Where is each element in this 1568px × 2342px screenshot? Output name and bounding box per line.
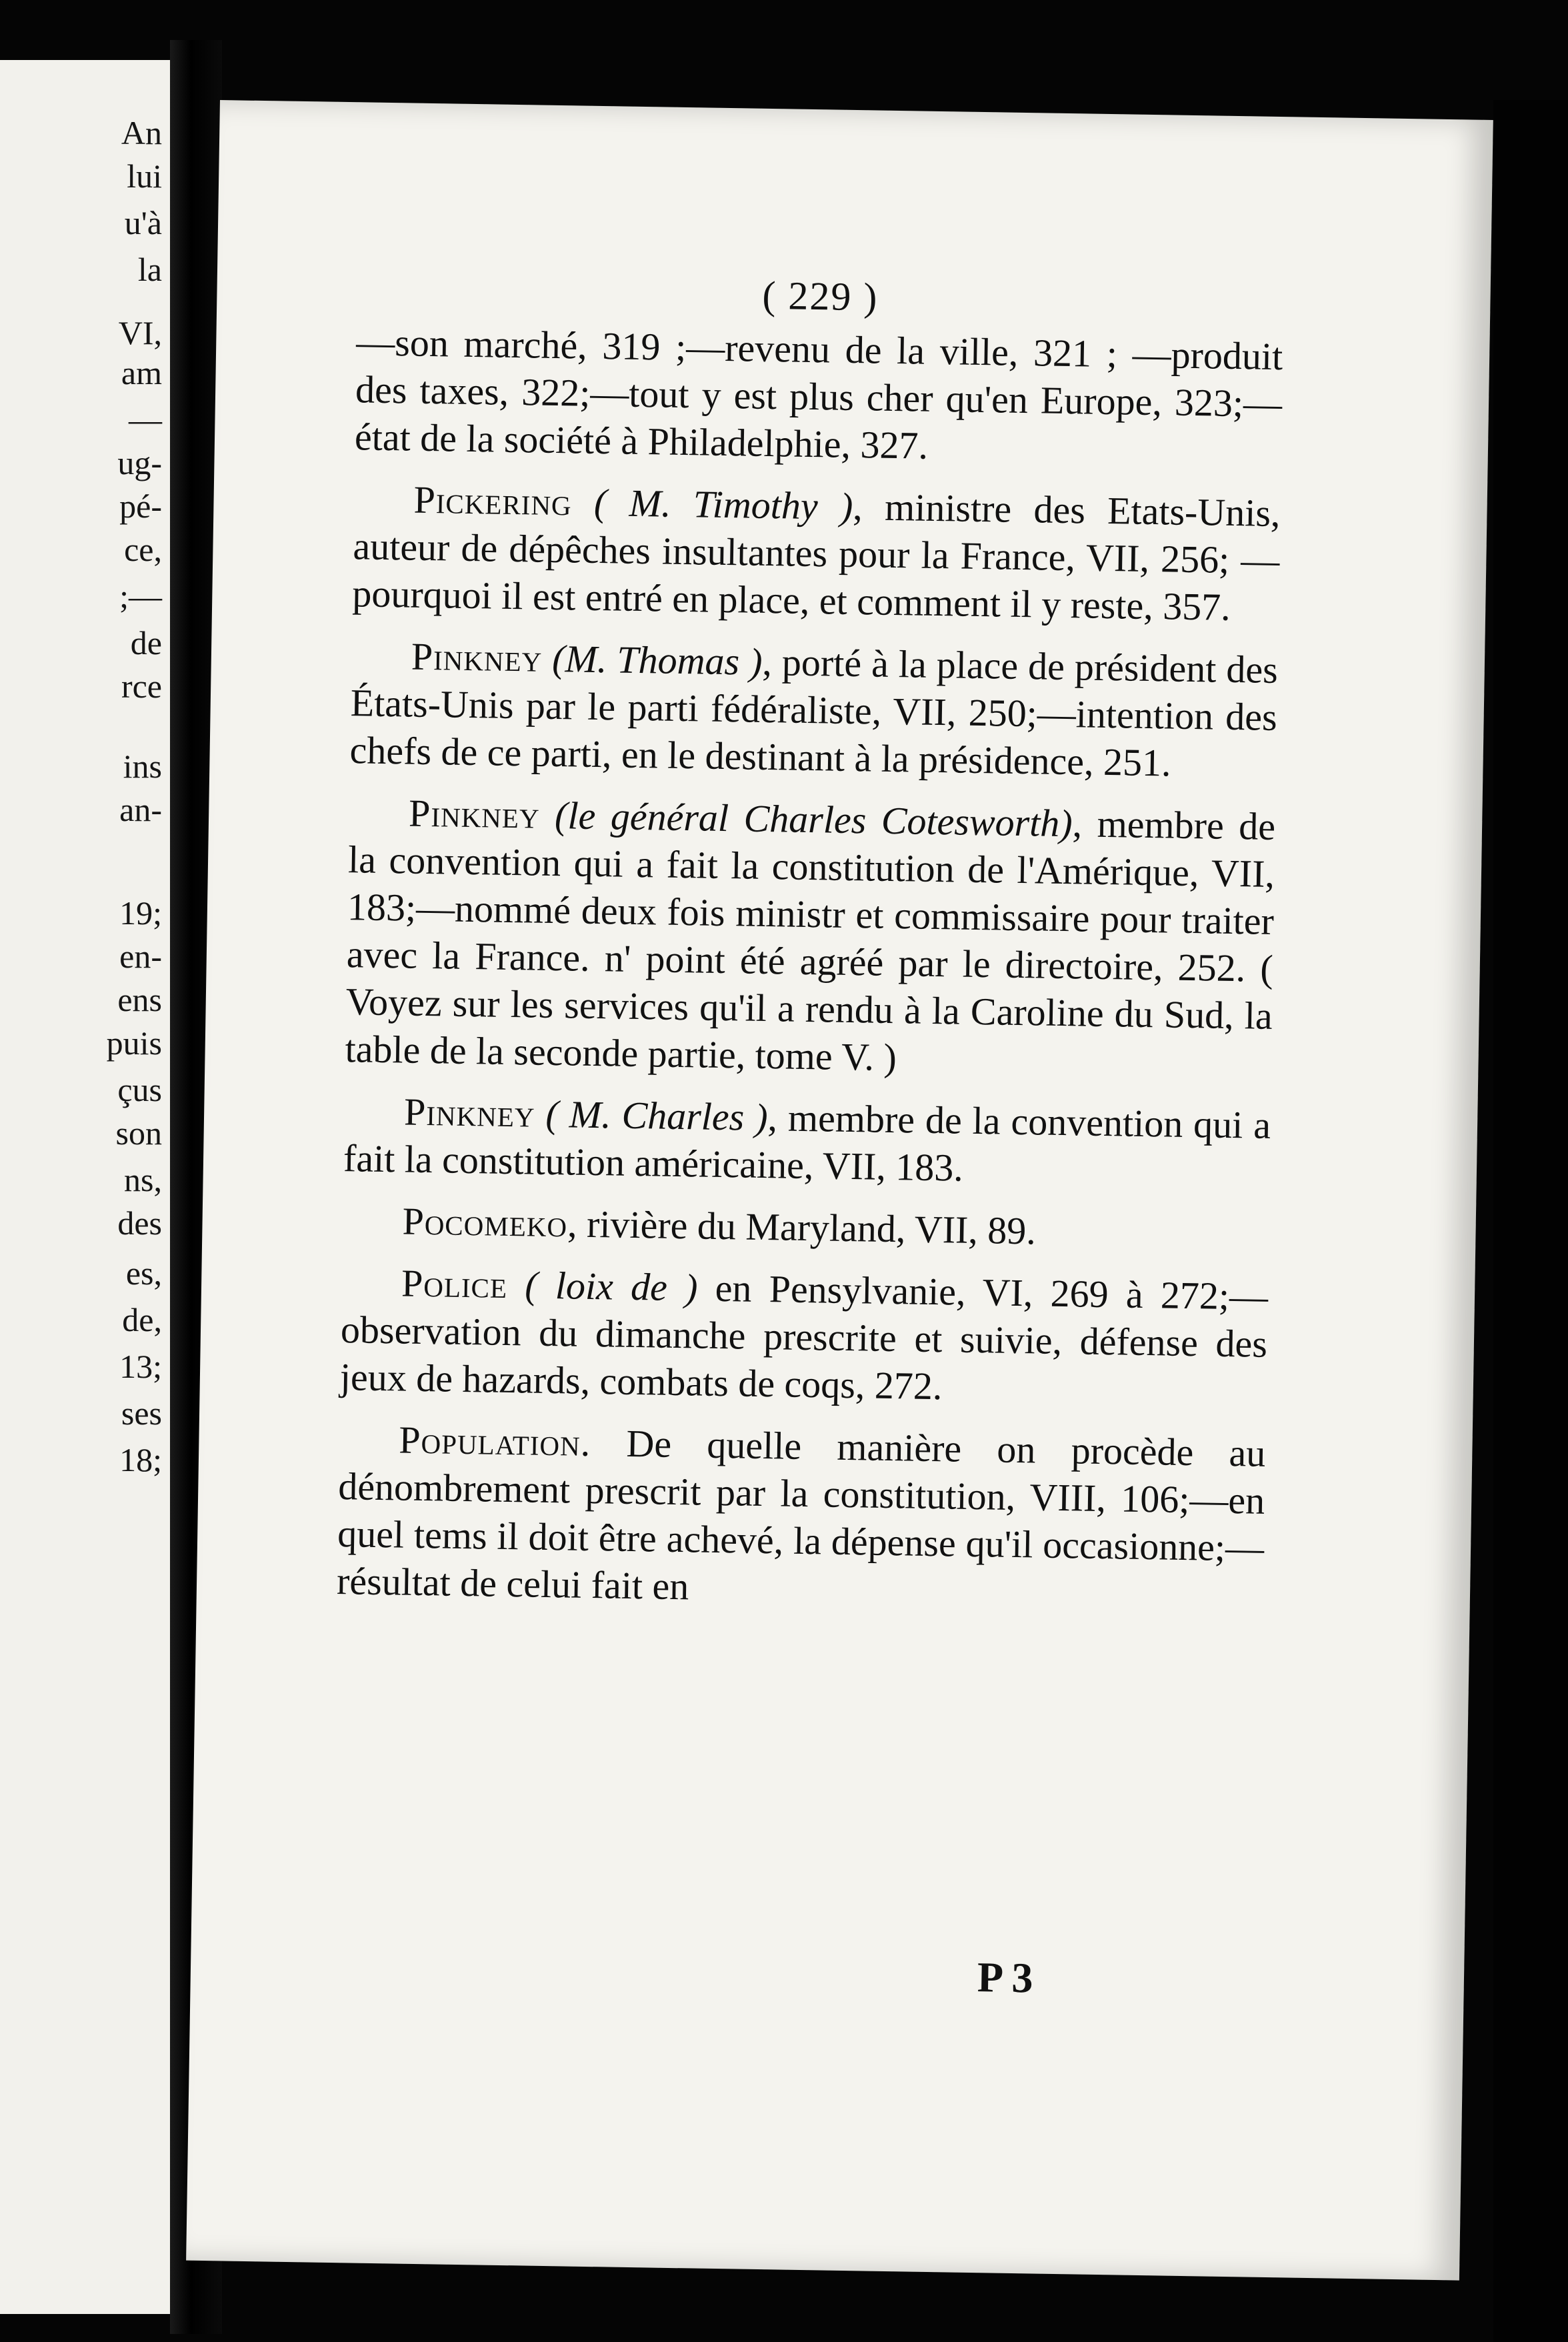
facing-page-line-end: es, (125, 1254, 162, 1292)
facing-page-line-end: rce (121, 668, 162, 705)
entry-qualifier: (M. Thomas ) (551, 636, 763, 684)
facing-page-line-end: ce, (124, 531, 162, 568)
index-entry (342, 1196, 1269, 1258)
facing-page-line-end: des (117, 1204, 162, 1242)
entry-heading: Pocomeko (402, 1199, 568, 1246)
facing-page-line-end: ug- (117, 444, 162, 481)
facing-page-line-end: de (130, 624, 162, 662)
index-entry (337, 1415, 1266, 1619)
index-entry (349, 632, 1278, 788)
entry-text: , rivière du Maryland, VII, 89. (567, 1202, 1037, 1253)
page-text (336, 265, 1284, 1634)
book-page (186, 100, 1493, 2281)
facing-page-line-end: ses (121, 1394, 162, 1432)
facing-page-line-end: pé- (119, 487, 162, 525)
facing-page-line-end: ins (123, 748, 162, 785)
facing-page-line-end: 13; (119, 1348, 162, 1385)
entry-text: , membre de la convention qui a fait la constitution américaine, VII, 183. (343, 1096, 1271, 1190)
entry-text: , membre de la convention qui a fait la constitution de l'Amérique, VII, 183;—nommé deux fois ministr et commissaire pour traiter avec la France. n' point été agréé par le directoire, 252. ( Voyez sur les services qu'il a rendu à la Caroline du Sud, la table de la seconde partie, tome V. ) (345, 802, 1276, 1080)
entry-text: en Pensylvanie, VI, 269 à 272;—observation du dimanche prescrite et suivie, défense des jeux de hazards, combats de coqs, 272. (339, 1266, 1269, 1408)
facing-page-line-end: ns, (124, 1161, 162, 1198)
entry-heading: Pinkney (403, 1090, 536, 1136)
page-number: ( 229 ) (761, 273, 879, 319)
signature-mark: P 3 (977, 1953, 1034, 2002)
index-entry (339, 1258, 1268, 1415)
index-entry (345, 788, 1276, 1087)
facing-page-line-end: 19; (119, 894, 162, 932)
entry-text: —son marché, 319 ;—revenu de la ville, 321 ; —produit des taxes, 322;—tout y est plus cher qu'en Europe, 323;—état de la société à Philadelphie, 327. (354, 320, 1283, 467)
facing-page-line-end: son (115, 1114, 162, 1152)
facing-page-line-end: çus (117, 1071, 162, 1108)
entry-qualifier: ( M. Timothy ) (593, 480, 853, 528)
entry-qualifier: ( M. Charles ) (545, 1092, 769, 1140)
facing-page-line-end: ens (117, 981, 162, 1018)
index-entry (352, 475, 1281, 632)
facing-page-line-end: de, (122, 1301, 162, 1338)
facing-page-line-end: An (121, 114, 162, 151)
facing-page (0, 60, 170, 2314)
entry-heading: Pinkney (408, 791, 541, 837)
entry-text: De quelle manière on procède au dénombrement prescrit par la constitution, VIII, 106;—en quel tems il doit être achevé, la dépense qu'il occasionne;—résultat de celui fait en (336, 1420, 1266, 1608)
index-entry (343, 1087, 1271, 1196)
page-edge-shadow (1493, 100, 1568, 2342)
entry-qualifier: ( loix de ) (524, 1263, 698, 1310)
entry-text: , porté à la place de président des États-Unis par le parti fédéraliste, VII, 250;—intention des chefs de ce parti, en le destinant à la présidence, 251. (349, 640, 1279, 785)
facing-page-line-end: puis (106, 1024, 162, 1062)
entry-qualifier: (le général Charles Cotesworth) (554, 794, 1073, 846)
facing-page-line-end: en- (119, 938, 162, 975)
facing-page-line-end: am (121, 354, 162, 391)
entry-heading: Pinkney (411, 634, 543, 680)
index-entries (337, 318, 1283, 1619)
entry-heading: Population. (398, 1418, 591, 1464)
facing-page-line-end: VI, (118, 314, 162, 351)
facing-page-line-end: lui (127, 157, 162, 195)
facing-page-line-end: — (129, 401, 162, 438)
entry-heading: Pickering (413, 477, 573, 524)
facing-page-line-end: u'à (124, 204, 162, 241)
entry-text: , ministre des Etats-Unis, auteur de dépêches insultantes pour la France, VII, 256; — pourquoi il est entré en place, et comment il y reste, 357. (351, 484, 1281, 629)
index-entry (355, 318, 1283, 475)
facing-page-line-end: 18; (119, 1441, 162, 1478)
facing-page-line-end: ;— (119, 577, 162, 615)
facing-page-line-end: la (137, 251, 162, 288)
facing-page-line-end: an- (119, 791, 162, 828)
entry-heading: Police (401, 1261, 508, 1306)
